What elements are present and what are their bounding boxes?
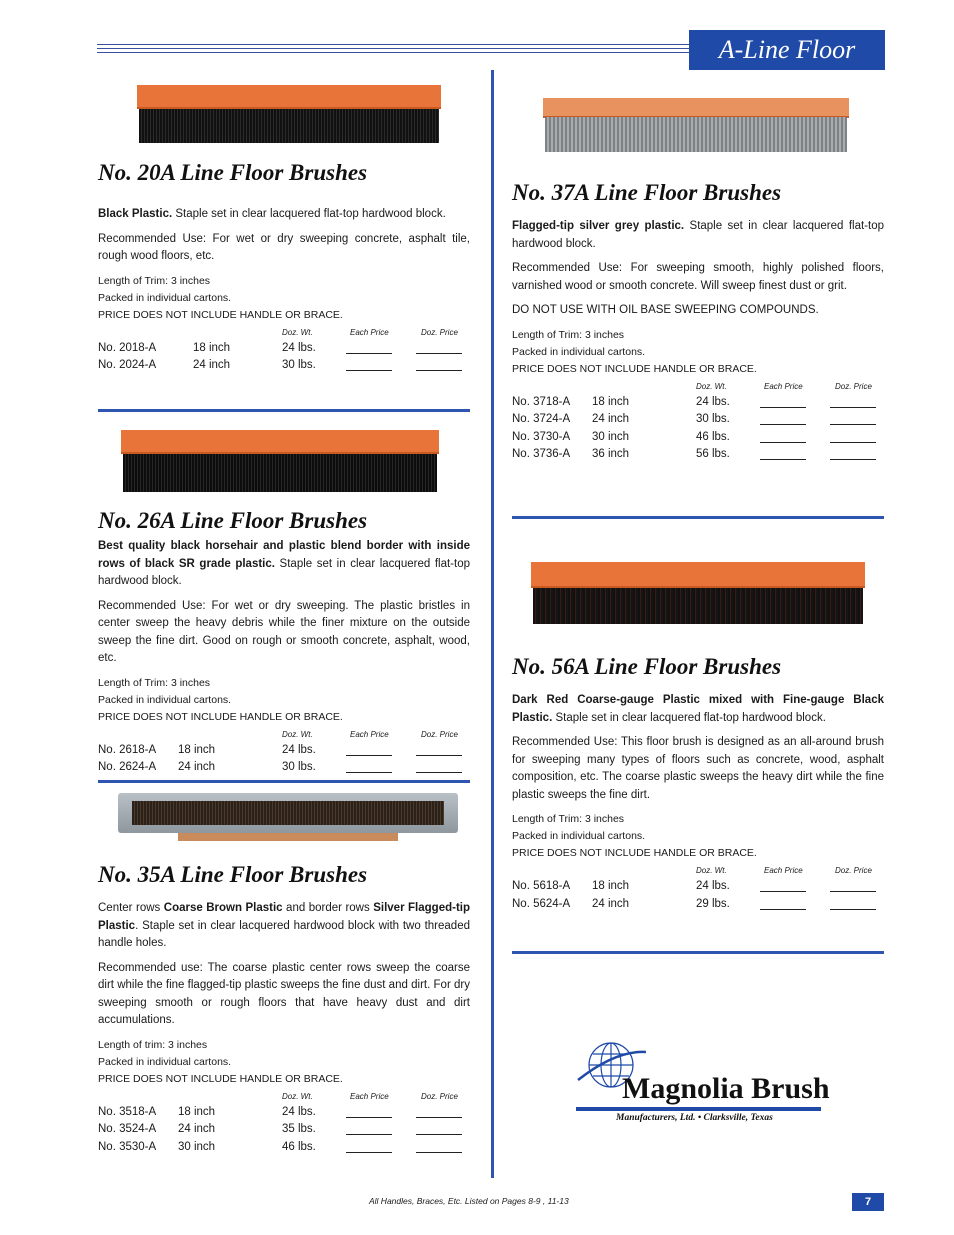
table-row: No. 2024-A 24 inch 30 lbs. bbox=[98, 359, 470, 377]
table-row: No. 3736-A 36 inch 56 lbs. bbox=[512, 448, 884, 466]
table-row: No. 5618-A 18 inch 24 lbs. bbox=[512, 880, 884, 898]
brush-image-20a bbox=[137, 85, 441, 143]
table-row: No. 3718-A 18 inch 24 lbs. bbox=[512, 396, 884, 414]
packing: Packed in individual cartons. bbox=[98, 291, 232, 304]
table-row: No. 5624-A 24 inch 29 lbs. bbox=[512, 898, 884, 916]
packing: Packed in individual cartons. bbox=[98, 1055, 232, 1068]
section-separator bbox=[98, 780, 470, 783]
section-title: No. 56A Line Floor Brushes bbox=[512, 654, 782, 679]
recommended-use: Recommended Use: For wet or dry sweeping concrete, asphalt tile, rough wood floors, etc. bbox=[98, 232, 470, 262]
packing: Packed in individual cartons. bbox=[512, 830, 646, 842]
section-title: No. 20A Line Floor Brushes bbox=[98, 160, 368, 185]
trim-length: Length of Trim: 3 inches bbox=[98, 274, 211, 287]
packing: Packed in individual cartons. bbox=[512, 345, 646, 358]
page-number: 7 bbox=[852, 1193, 884, 1211]
table-row: No. 3724-A 24 inch 30 lbs. bbox=[512, 413, 884, 431]
table-header: Doz. Wt. Each Price Doz. Price bbox=[696, 866, 872, 875]
price-note: PRICE DOES NOT INCLUDE HANDLE OR BRACE. bbox=[512, 362, 757, 375]
logo-tagline: Manufacturers, Ltd. • Clarksville, Texas bbox=[616, 1113, 773, 1123]
section-20a: No. 20A Line Floor Brushes Black Plastic. Staple set in clear lacquered flat-top hardwood block. Recommended Use: For wet or dry sweeping concrete, asphalt tile, rough wood floors, etc. Length of Trim: 3 inches Packed in individual cartons. PRICE DOES NOT INCLUDE HANDLE OR BRACE. Doz. Wt. Each Price Doz. Price No. 2018-A 18 inch 24 lbs. No. 2024-A 24 inch 30 lbs. bbox=[98, 160, 470, 377]
section-56a: No. 56A Line Floor Brushes Dark Red Coarse-gauge Plastic mixed with Fine-gauge Black Plastic. Staple set in clear lacquered flat-top hardwood block. Recommended Use: This floor brush is designed as an all-around brush for sweeping many types of floors such as concrete, wood, asphalt composition, etc. The coarse plastic sweeps the heavy dirt while the fine plastic sweeps the fine dirt. Length of Trim: 3 inches Packed in individual cartons. PRICE DOES NOT INCLUDE HANDLE OR BRACE. Doz. Wt. Each Price Doz. Price No. 5618-A 18 inch 24 lbs. No. 5624-A 24 inch 29 lbs. bbox=[512, 654, 884, 915]
brush-image-35a bbox=[118, 793, 458, 841]
price-note: PRICE DOES NOT INCLUDE HANDLE OR BRACE. bbox=[98, 308, 343, 321]
recommended-use: Recommended Use: This floor brush is designed as an all-around brush for sweeping many types of floors such as concrete, wood, asphalt composition, etc. The coarse plastic sweeps the heavy dirt while the fine plastic sweeps the fine dirt. bbox=[512, 736, 884, 801]
warning-note: DO NOT USE WITH OIL BASE SWEEPING COMPOUNDS. bbox=[512, 304, 819, 316]
packing: Packed in individual cartons. bbox=[98, 693, 232, 706]
company-logo bbox=[576, 1040, 830, 1130]
section-37a: No. 37A Line Floor Brushes Flagged-tip silver grey plastic. Staple set in clear lacquered flat-top hardwood block. Recommended Use: For sweeping smooth, highly polished floors, varnished wood or smooth concrete. Will sweep finest dust or grit. DO NOT USE WITH OIL BASE SWEEPING COMPOUNDS. Length of Trim: 3 inches Packed in individual cartons. PRICE DOES NOT INCLUDE HANDLE OR BRACE. Doz. Wt. Each Price Doz. Price No. 3718-A 18 inch 24 lbs. No. 3724-A 24 inch 30 lbs. No. 3730-A 30 inch 46 lbs. No. 3736-A 36 inch 56 lbs. bbox=[512, 180, 884, 466]
table-header: Doz. Wt. Each Price Doz. Price bbox=[282, 327, 458, 337]
section-title: No. 35A Line Floor Brushes bbox=[98, 862, 368, 887]
logo-name: Magnolia Brush bbox=[622, 1072, 830, 1105]
trim-length: Length of Trim: 3 inches bbox=[512, 813, 625, 825]
column-divider bbox=[491, 70, 494, 1178]
table-header: Doz. Wt. Each Price Doz. Price bbox=[696, 381, 872, 391]
section-separator bbox=[98, 409, 470, 412]
table-row: No. 3518-A 18 inch 24 lbs. bbox=[98, 1106, 470, 1124]
recommended-use: Recommended Use: For sweeping smooth, highly polished floors, varnished wood or smooth concrete. Will sweep finest dust or grit. bbox=[512, 262, 884, 292]
trim-length: Length of Trim: 3 inches bbox=[512, 328, 625, 341]
table-row: No. 3530-A 30 inch 46 lbs. bbox=[98, 1141, 470, 1159]
recommended-use: Recommended use: The coarse plastic center rows sweep the coarse dirt while the fine flagged-tip plastic sweeps the fine dust and dirt. For dry sweeping smooth or rough floors that have heavy dust and dirt accumulations. bbox=[98, 961, 470, 1026]
brush-image-26a bbox=[121, 430, 439, 492]
trim-length: Length of Trim: 3 inches bbox=[98, 676, 211, 689]
table-row: No. 2624-A 24 inch 30 lbs. bbox=[98, 761, 470, 779]
price-note: PRICE DOES NOT INCLUDE HANDLE OR BRACE. bbox=[98, 1072, 343, 1085]
table-row: No. 3730-A 30 inch 46 lbs. bbox=[512, 431, 884, 449]
section-26a: No. 26A Line Floor Brushes Best quality black horsehair and plastic blend border with inside rows of black SR grade plastic. Staple set in clear lacquered flat-top hardwood block. Recommended Use: For wet or dry sweeping. The plastic bristles in center sweep the heavy debris while the finer mixture on the outside sweep the fine dirt. Good on rough or smooth concrete, asphalt, wood, etc. Length of Trim: 3 inches Packed in individual cartons. PRICE DOES NOT INCLUDE HANDLE OR BRACE. Doz. Wt. Each Price Doz. Price No. 2618-A 18 inch 24 lbs. No. 2624-A 24 inch 30 lbs. bbox=[98, 508, 470, 779]
section-title: No. 37A Line Floor Brushes bbox=[512, 180, 782, 205]
table-header: Doz. Wt. Each Price Doz. Price bbox=[282, 1091, 458, 1101]
trim-length: Length of trim: 3 inches bbox=[98, 1038, 208, 1051]
recommended-use: Recommended Use: For wet or dry sweeping. The plastic bristles in center sweep the heavy debris while the finer mixture on the outside sweep the fine dirt. Good on rough or smooth concrete, asphalt, wood, etc. bbox=[98, 599, 470, 664]
price-note: PRICE DOES NOT INCLUDE HANDLE OR BRACE. bbox=[512, 847, 757, 859]
price-note: PRICE DOES NOT INCLUDE HANDLE OR BRACE. bbox=[98, 710, 343, 723]
section-35a: No. 35A Line Floor Brushes Center rows Coarse Brown Plastic and border rows Silver Flagged-tip Plastic. Staple set in clear lacquered hardwood block with two threaded handle holes. Recommended use: The coarse plastic center rows sweep the coarse dirt while the fine flagged-tip plastic sweeps the fine dust and dirt. For dry sweeping smooth or rough floors that have heavy dust and dirt accumulations. Length of trim: 3 inches Packed in individual cartons. PRICE DOES NOT INCLUDE HANDLE OR BRACE. Doz. Wt. Each Price Doz. Price No. 3518-A 18 inch 24 lbs. No. 3524-A 24 inch 35 lbs. No. 3530-A 30 inch 46 lbs. bbox=[98, 862, 470, 1158]
section-title: No. 26A Line Floor Brushes bbox=[98, 508, 368, 533]
table-row: No. 3524-A 24 inch 35 lbs. bbox=[98, 1123, 470, 1141]
section-separator bbox=[512, 516, 884, 519]
header-rule bbox=[97, 44, 689, 58]
section-separator bbox=[512, 951, 884, 954]
footer-note: All Handles, Braces, Etc. Listed on Pages 8-9 , 11-13 bbox=[369, 1196, 569, 1206]
table-row: No. 2618-A 18 inch 24 lbs. bbox=[98, 744, 470, 762]
brush-image-56a bbox=[531, 562, 865, 624]
table-row: No. 2018-A 18 inch 24 lbs. bbox=[98, 342, 470, 360]
section-banner: A-Line Floor bbox=[689, 30, 885, 70]
brush-image-37a bbox=[543, 98, 849, 154]
table-header: Doz. Wt. Each Price Doz. Price bbox=[282, 729, 458, 739]
